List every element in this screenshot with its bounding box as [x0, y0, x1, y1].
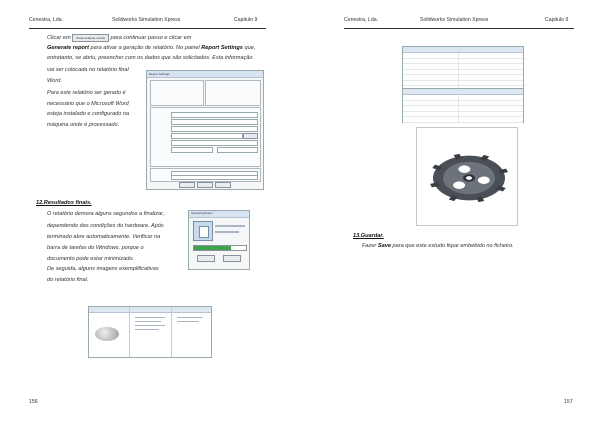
para3-line3: terminado abre automaticamente. Verificar na	[47, 234, 161, 240]
left-header-title: Solidworks Simulation Xpress	[112, 17, 181, 23]
para2-line3: esteja instalado e configurado na	[47, 111, 130, 117]
word-document-icon	[193, 221, 213, 241]
right-header-chapter: Capitulo 9	[545, 17, 569, 23]
para3-line1: O relatório demora alguns segundos a finalizar,	[47, 211, 165, 217]
report-settings-titlebar: Report Settings	[147, 71, 263, 78]
property-line-6	[177, 321, 199, 322]
property-line-1	[135, 317, 165, 318]
browse-logo-button[interactable]	[243, 133, 258, 139]
part-thumbnail-image	[95, 327, 119, 341]
description-group	[150, 80, 204, 106]
property-line-4	[135, 329, 159, 330]
gear-result-image	[416, 127, 518, 226]
section-12-title: 12.Resultados finais.	[36, 200, 92, 206]
logo-field[interactable]	[171, 133, 243, 139]
address-field[interactable]	[171, 140, 258, 146]
report-sample-table	[88, 306, 212, 358]
company-field[interactable]	[171, 119, 258, 125]
property-line-2	[135, 321, 161, 322]
cancel-report-button[interactable]	[197, 255, 215, 262]
designer-field[interactable]	[171, 112, 258, 118]
para3-line6: De seguida, alguns imagens exemplificativas	[47, 266, 159, 272]
para1-line5: Word.	[47, 78, 62, 84]
para3-line2: dependendo das condições do hardware. Após	[47, 223, 164, 229]
para1-line2: Generate report para ativar a geração de relatório. No painel Report Settings que,	[47, 45, 256, 51]
progress-bar-fill	[194, 246, 231, 250]
right-header-rule	[344, 28, 574, 29]
para3-line5: documento pode estar minimizado.	[47, 256, 135, 262]
para3-line4: barra de tarefas do Windows, porque o	[47, 245, 144, 251]
fax-field[interactable]	[217, 147, 258, 153]
para1-line4: vai ser colocada no relatório final	[47, 67, 129, 73]
report-sample-header	[89, 307, 211, 313]
save-instruction: Fazer Save para que este estudo fique embebido no ficheiro.	[362, 243, 514, 249]
help-button[interactable]	[215, 182, 231, 188]
show-results-inline-button: Show analysis results	[72, 34, 109, 42]
para2-line4: máquina onde é processado.	[47, 122, 120, 128]
left-header-chapter: Capitulo 9	[234, 17, 258, 23]
left-header-rule	[29, 28, 266, 29]
para2-line2: necessário que o Microsoft Word	[47, 101, 129, 107]
para1-line1: Clicar em Show analysis results para continuar passo e clicar em	[47, 35, 192, 41]
phone-field[interactable]	[171, 147, 213, 153]
help-report-button[interactable]	[223, 255, 241, 262]
cancel-button[interactable]	[197, 182, 213, 188]
property-line-5	[177, 317, 203, 318]
ok-button[interactable]	[179, 182, 195, 188]
right-page-number: 157	[564, 399, 573, 405]
status-line-2	[215, 231, 239, 233]
generating-report-dialog	[188, 210, 250, 270]
property-line-3	[135, 325, 165, 326]
para3-line7: do relatório final.	[47, 277, 89, 283]
right-header-company: Cenestra, Lda.	[344, 17, 379, 23]
report-properties-table-1	[402, 46, 524, 90]
report-properties-table-2	[402, 88, 524, 123]
para2-line1: Para este relatório ser gerado é	[47, 90, 126, 96]
gear-icon	[417, 128, 517, 225]
report-settings-dialog	[146, 70, 264, 190]
left-header-company: Cenestra, Lda.	[29, 17, 64, 23]
progress-bar	[193, 245, 247, 251]
para1-line3: entretanto, se abriu, preencher com os dados que são solicitados. Esta informação	[47, 55, 253, 61]
document-name-field[interactable]	[171, 175, 258, 180]
conclusion-group	[205, 80, 261, 106]
right-header-title: Solidworks Simulation Xpress	[420, 17, 489, 23]
section-13-title: 13.Guardar.	[353, 233, 384, 239]
status-line-1	[215, 225, 245, 227]
left-page-number: 156	[29, 399, 38, 405]
right-page	[300, 0, 600, 424]
generating-report-titlebar: Generating Report	[189, 211, 249, 218]
url-field[interactable]	[171, 126, 258, 132]
